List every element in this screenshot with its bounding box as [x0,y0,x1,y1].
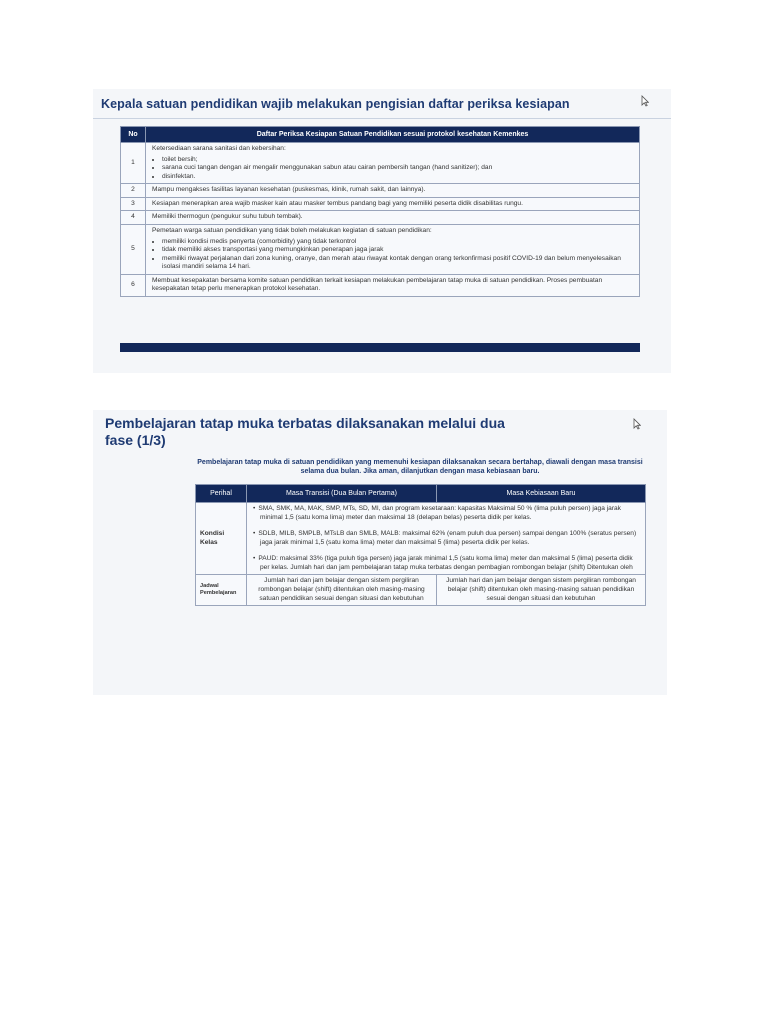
bullet-item: • memiliki riwayat perjalanan dari zona kuning, oranye, dan merah atau riwayat kontak dengan orang terkonfirmasi positif COVID-19 dan belum menyelesaikan isolasi mandiri selama 14 hari. [162,255,633,272]
phase-table [195,484,646,606]
row-text-cell [146,197,640,211]
row-label: Kondisi Kelas [196,503,247,575]
table-row [121,143,640,184]
row-text: Mampu mengakses fasilitas layanan kesehatan (puskesmas, klinik, rumah sakit, dan lainnya). [152,186,426,194]
row-text-cell [146,274,640,296]
bullet-item: • disinfektan. [162,173,633,182]
table-header-row [196,485,646,503]
slide-title: Pembelajaran tatap muka terbatas dilaksanakan melalui dua fase (1/3) [105,415,505,448]
bullet-item: • PAUD: maksimal 33% (tiga puluh tiga persen) jaga jarak minimal 1,5 (satu koma lima) meter dan maksimal 5 (lima) peserta didik per kelas. Jumlah hari dan jam pembelajaran tatap muka terbatas dengan pembagian rombongan belajar (shift) Ditentukan oleh [260,555,641,572]
bullet-item: • toilet bersih; [162,156,633,165]
cursor-pointer-icon [633,418,641,430]
row-text-cell [146,224,640,274]
slide-phases [93,410,667,695]
divider [93,118,671,119]
row-text-cell [146,184,640,198]
intro-text: Pembelajaran tatap muka di satuan pendidikan yang memenuhi kesiapan dilaksanakan secara bertahap, diawali dengan masa transisi selama dua bulan. Jika aman, dilanjutkan dengan masa kebiasaan baru. [197,459,643,476]
row-text: Pemetaan warga satuan pendidikan yang tidak boleh melakukan kegiatan di satuan pendidikan: [152,226,432,234]
row-number: 3 [121,197,146,211]
table-row [121,197,640,211]
kondisi-list [251,505,641,572]
table-row-jadwal [196,575,646,606]
cursor-pointer-icon [641,95,649,107]
row-text-cell [146,143,640,184]
jadwal-kebiasaan-cell: Jumlah hari dan jam belajar dengan sistem pergiliran rombongan belajar (shift) ditentukan oleh masing-masing satuan pendidikan sesuai dengan situasi dan kebutuhan [437,575,646,606]
row-number: 6 [121,274,146,296]
row-number: 4 [121,211,146,225]
bullet-item: • tidak memiliki akses transportasi yang memungkinkan penerapan jaga jarak [162,246,633,255]
bullet-item: • memiliki kondisi medis penyerta (comorbidity) yang tidak terkontrol [162,238,633,247]
bullet-item: • sarana cuci tangan dengan air mengalir menggunakan sabun atau cairan pembersih tangan (hand sanitizer); dan [162,164,633,173]
header-masa-transisi: Masa Transisi (Dua Bulan Pertama) [247,485,437,503]
table-row [121,211,640,225]
row-text-cell [146,211,640,225]
row-number: 2 [121,184,146,198]
row-text: Ketersediaan sarana sanitasi dan kebersihan: [152,145,286,152]
row-bullet-list [152,156,633,182]
jadwal-transisi-cell: Jumlah hari dan jam belajar dengan sistem pergiliran rombongan belajar (shift) ditentukan oleh masing-masing satuan pendidikan sesuai dengan situasi dan kebutuhan [247,575,437,606]
header-no: No [121,127,146,143]
row-number: 5 [121,224,146,274]
table-row [121,184,640,198]
row-text: Membuat kesepakatan bersama komite satuan pendidikan terkait kesiapan melakukan pembelajaran tatap muka di satuan pendidikan. Proses pembuatan kesepakatan tetap perlu menerapkan protokol kesehatan. [152,276,603,293]
slide-checklist [93,89,671,373]
table-row [121,274,640,296]
header-item: Daftar Periksa Kesiapan Satuan Pendidikan sesuai protokol kesehatan Kemenkes [146,127,640,143]
row-bullet-list [152,238,633,272]
bullet-item: • SDLB, MILB, SMPLB, MTsLB dan SMLB, MALB: maksimal 62% (enam puluh dua persen) sampai dengan 100% (seratus persen) jaga jarak minimal 1,5 (satu koma lima) meter dan maksimal 5 (lima) peserta didik per kelas. [260,530,641,547]
table-row [121,224,640,274]
table-row-kondisi [196,503,646,575]
row-text: Kesiapan menerapkan area wajib masker kain atau masker tembus pandang bagi yang memiliki peserta didik disabilitas rungu. [152,199,523,207]
footer-bar [120,343,640,352]
header-masa-kebiasaan: Masa Kebiasaan Baru [437,485,646,503]
slide-title: Kepala satuan pendidikan wajib melakukan pengisian daftar periksa kesiapan [101,97,570,111]
table-header-row [121,127,640,143]
row-text: Memiliki thermogun (pengukur suhu tubuh tembak). [152,213,303,221]
row-label: Jadwal Pembelajaran [196,575,247,606]
bullet-item: • SMA, SMK, MA, MAK, SMP, MTs, SD, MI, dan program kesetaraan: kapasitas Maksimal 50 % (lima puluh persen) jaga jarak minimal 1,5 (satu koma lima) meter dan maksimal 18 (delapan belas) peserta didik per kelas. [260,505,641,522]
checklist-table [120,126,640,297]
header-perihal: Perihal [196,485,247,503]
kondisi-cell [247,503,646,575]
row-number: 1 [121,143,146,184]
